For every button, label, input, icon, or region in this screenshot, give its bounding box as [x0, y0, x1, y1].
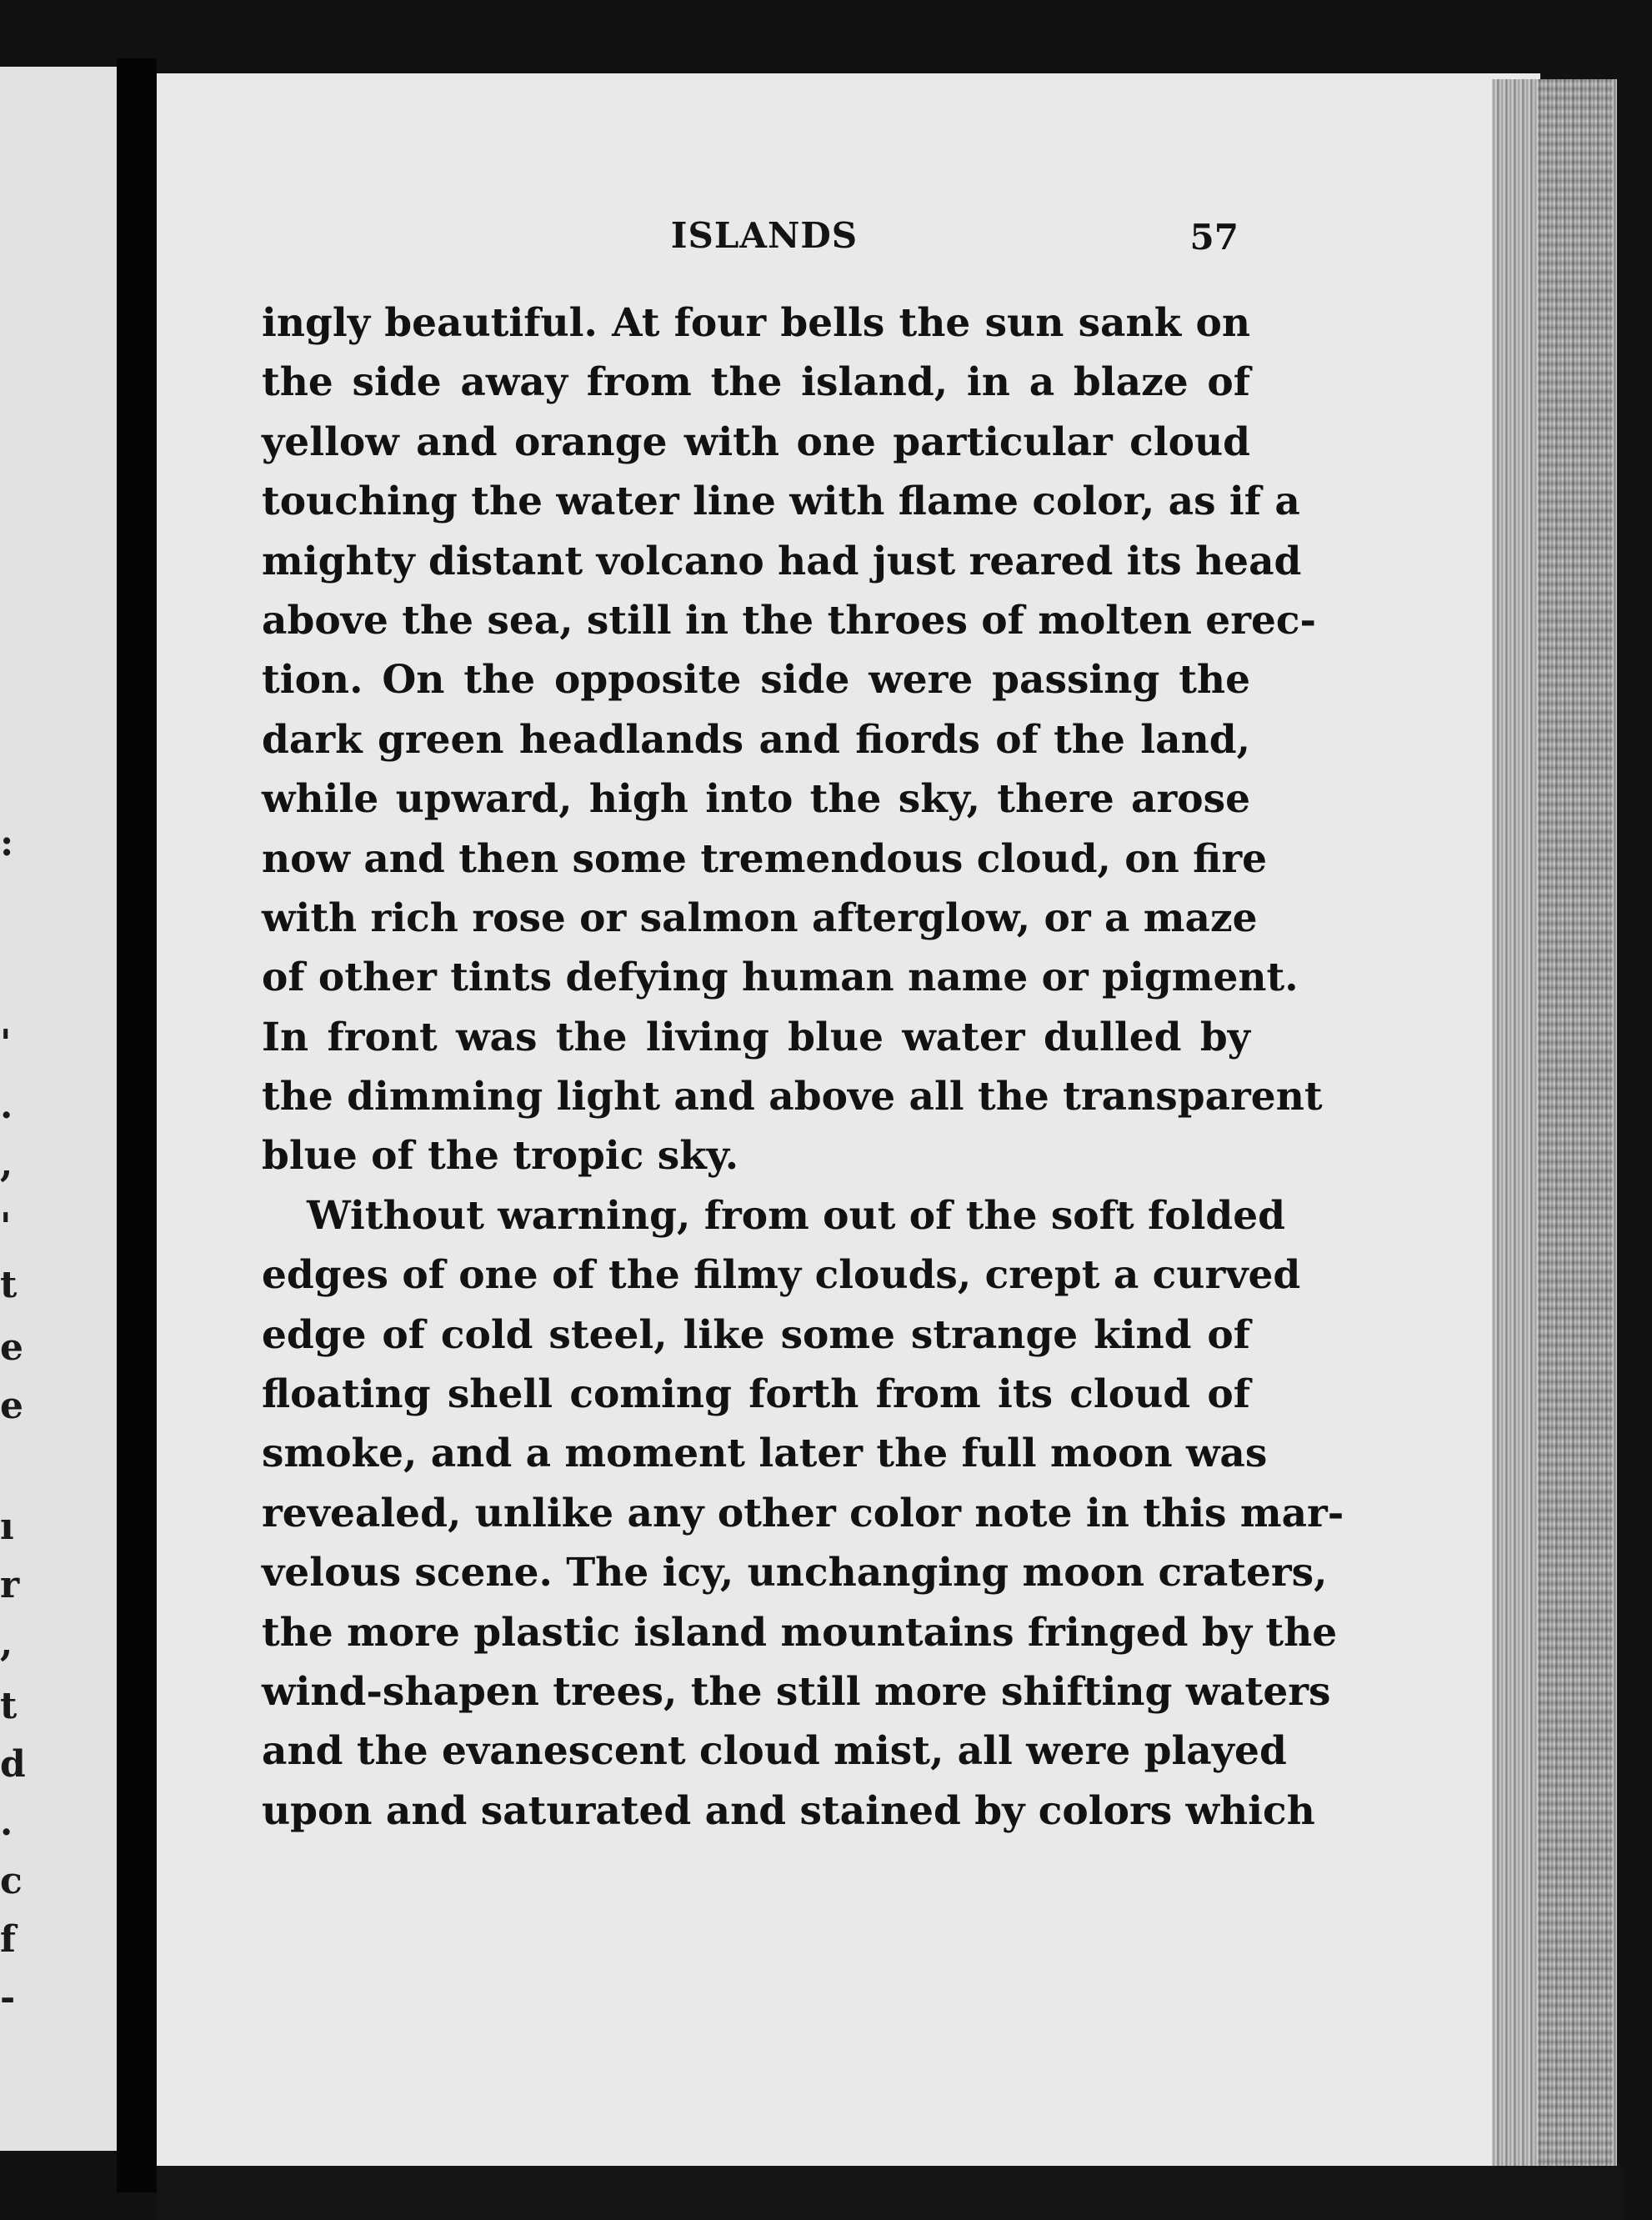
text-line: revealed, unlike any other color note in this mar-	[262, 1490, 1344, 1536]
text-line: edges of one of the filmy clouds, crept a curved	[262, 1252, 1301, 1299]
facing-page-fragment: .	[0, 1802, 13, 1844]
facing-page-fragment: t	[0, 1685, 18, 1727]
facing-page-fragment: f	[0, 1918, 16, 1961]
text-line: the more plastic island mountains fringed by the	[262, 1609, 1338, 1656]
text-line: wind-shapen trees, the still more shifting waters	[262, 1668, 1331, 1715]
facing-page-fragment: -	[0, 1977, 16, 2019]
page-number: 57	[1189, 217, 1239, 258]
facing-page-fragment: ı	[0, 1506, 14, 1548]
text-line: and the evanescent cloud mist, all were played	[262, 1728, 1287, 1775]
text-line: blue of the tropic sky.	[262, 1133, 739, 1180]
text-line: while upward, high into the sky, there arose	[262, 776, 1250, 823]
facing-page-fragment: .	[0, 1085, 13, 1127]
body-text	[262, 293, 1344, 1841]
text-line: now and then some tremendous cloud, on fire	[262, 835, 1268, 882]
text-line: smoke, and a moment later the full moon was	[262, 1431, 1268, 1477]
text-line: In front was the living blue water dulled by	[262, 1014, 1250, 1060]
facing-page-fragment: e	[0, 1326, 23, 1369]
text-line: edge of cold steel, like some strange kind of	[262, 1311, 1250, 1358]
facing-page-fragment: ,	[0, 1622, 13, 1665]
text-line: of other tints defying human name or pigment.	[262, 955, 1299, 1001]
facing-page-fragment: e	[0, 1385, 23, 1427]
page-bottom-edge	[157, 2166, 1624, 2220]
text-line: upon and saturated and stained by colors which	[262, 1787, 1315, 1834]
text-line: the side away from the island, in a blaze of	[262, 359, 1250, 406]
text-line: the dimming light and above all the transparent	[262, 1074, 1323, 1120]
text-line: touching the water line with flame color, as if a	[262, 479, 1300, 525]
paragraph	[262, 293, 1323, 1186]
paragraph	[262, 1186, 1344, 1841]
text-line: tion. On the opposite side were passing the	[262, 657, 1250, 704]
text-line: ingly beautiful. At four bells the sun sank on	[262, 300, 1250, 346]
text-line: mighty distant volcano had just reared its head	[262, 538, 1302, 584]
running-head	[263, 215, 1249, 265]
facing-page-fragment: ,	[0, 1143, 13, 1185]
facing-page-fragment: t	[0, 1264, 18, 1306]
book-gutter	[117, 58, 157, 2192]
facing-page-fragment: r	[0, 1564, 20, 1606]
text-line: Without warning, from out of the soft folded	[307, 1192, 1285, 1239]
text-line: above the sea, still in the throes of molten erec-	[262, 597, 1316, 644]
facing-page-edge	[0, 67, 117, 2151]
facing-page-fragment: '	[0, 1205, 12, 1248]
facing-page-fragment: '	[0, 1022, 12, 1065]
chapter-title: ISLANDS	[670, 215, 859, 256]
page-stack-shading	[1538, 79, 1613, 2180]
text-line: velous scene. The icy, unchanging moon craters,	[262, 1550, 1328, 1596]
text-line: yellow and orange with one particular cloud	[262, 418, 1250, 465]
facing-page-fragment: c	[0, 1860, 23, 1902]
text-line: dark green headlands and fiords of the land,	[262, 716, 1250, 763]
facing-page-fragment: d	[0, 1743, 26, 1786]
facing-page-fragment: :	[0, 822, 14, 864]
text-line: with rich rose or salmon afterglow, or a maze	[262, 895, 1258, 941]
text-line: floating shell coming forth from its cloud of	[262, 1371, 1250, 1418]
